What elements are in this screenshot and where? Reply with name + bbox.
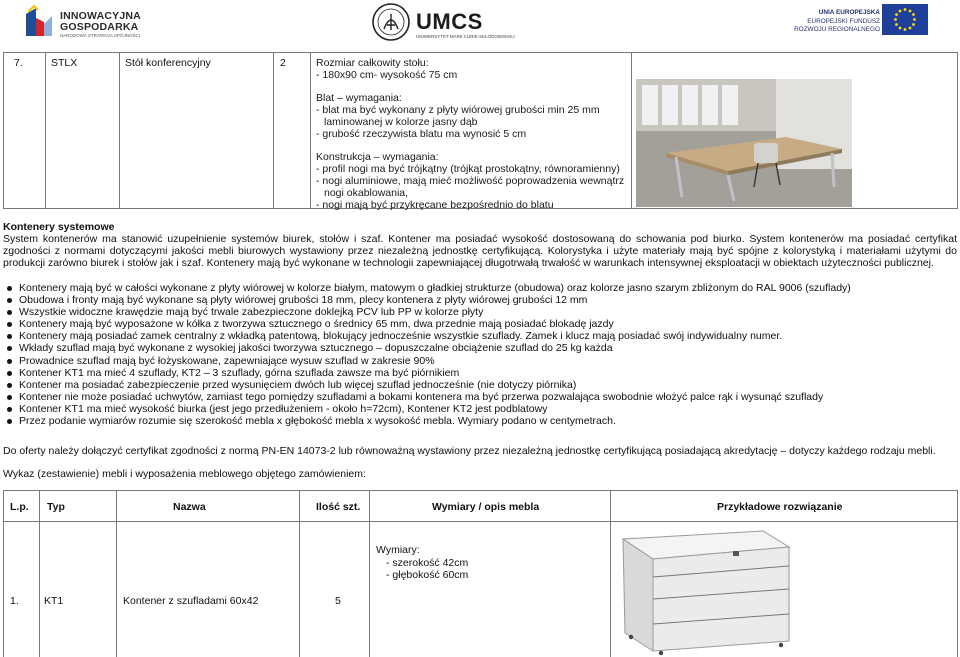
col-rozwiazanie bbox=[611, 491, 957, 657]
col-ilosc bbox=[300, 491, 370, 657]
furniture-table bbox=[3, 490, 958, 657]
eu-logo-line2: EUROPEJSKI FUNDUSZ bbox=[807, 18, 880, 25]
list-item: Kontener KT1 ma mieć 4 szuflady, KT2 – 3 szuflady, górna szuflada zawsze ma być piórnikiem bbox=[6, 367, 956, 379]
umcs-logo bbox=[372, 3, 515, 43]
table-row-item7 bbox=[3, 52, 958, 209]
list-item: Kontenery mają być wyposażone w kółka z tworzywa sztucznego o średnicy 65 mm, dwa przednie mają posiadać blokadę jazdy bbox=[6, 318, 956, 330]
header-lp: L.p. bbox=[10, 501, 29, 513]
col-lp bbox=[4, 491, 40, 657]
item-number: 7. bbox=[4, 53, 46, 208]
ig-logo-icon bbox=[22, 4, 56, 38]
intro-line-1: System kontenerów ma stanowić uzupełnienie systemów biurek, stołów i szaf. Kontener ma posiadać wysokość dostosowaną do schowania pod biurko. System kontenerów ma posiadać certyfikat bbox=[3, 233, 957, 245]
list-item: Obudowa i fronty mają być wykonane są płyty wiórowej grubości 18 mm, plecy kontenera z płyty wiórowej grubości 12 mm bbox=[6, 294, 956, 306]
list-item: Wkłady szuflad mają być wykonane z wysokiej jakości tworzywa sztucznego – dopuszczalne obciążenie szuflad do 25 kg każda bbox=[6, 342, 956, 354]
list-item: Kontener KT1 ma mieć wysokość biurka (jest jego przedłużeniem - około h=72cm), Kontener KT2 jest podblatowy bbox=[6, 403, 956, 415]
col-nazwa bbox=[117, 491, 300, 657]
intro-line-3: produkcji zarówno biurek i stołów jak i szaf. Kontenery mają być wykonane w technologii zapewniającej długotrwałą trwałość w warunkach intensywnej eksploatacji w obiektach użyteczności publicznej. bbox=[3, 257, 934, 269]
list-item: Kontenery mają być w całości wykonane z płyty wiórowej w kolorze białym, matowym o gładkiej strukturze (obudowa) oraz kolorze jasno szarym zbliżonym do RAL 9006 (szuflady) bbox=[6, 282, 956, 294]
header-wymiary: Wymiary / opis mebla bbox=[432, 501, 540, 513]
section-intro bbox=[3, 233, 957, 269]
list-item: Wszystkie widoczne krawędzie mają być trwale zabezpieczone doklejką PCV lub PP w kolorze płyty bbox=[6, 306, 956, 318]
construction-title: Konstrukcja – wymagania: bbox=[316, 151, 439, 163]
item-name: Stół konferencyjny bbox=[120, 53, 274, 208]
list-item: Prowadnice szuflad mają być łożyskowane, zapewniające wysuw szuflad w zakresie 90% bbox=[6, 355, 956, 367]
header-ilosc: Ilość szt. bbox=[316, 501, 361, 513]
top-req-1a: - blat ma być wykonany z płyty wiórowej grubości min 25 mm bbox=[316, 104, 600, 116]
list-item: Przez podanie wymiarów rozumie się szerokość mebla x głębokość mebla x wysokość mebla. Wymiary podano w centymetrach. bbox=[6, 415, 956, 427]
certificate-note: Do oferty należy dołączyć certyfikat zgodności z normą PN-EN 14073-2 lub równoważną wystawiony przez niezależną jednostkę certyfikującą posiadającą akredytację – dotyczy każdego rodzaju mebli. bbox=[3, 445, 936, 457]
construction-req-2b: nogi okablowania, bbox=[324, 187, 409, 199]
construction-req-3: - nogi mają być przykręcane bezpośrednio do blatu bbox=[316, 199, 554, 211]
header-nazwa: Nazwa bbox=[173, 501, 206, 513]
conference-table-photo bbox=[632, 53, 957, 208]
size-title: Rozmiar całkowity stołu: bbox=[316, 57, 429, 69]
list-item: Kontener ma posiadać zabezpieczenie przed wysunięciem dwóch lub więcej szuflad jednocześnie (nie dotyczy piórnika) bbox=[6, 379, 956, 391]
list-heading: Wykaz (zestawienie) mebli i wyposażenia meblowego objętego zamówieniem: bbox=[3, 468, 366, 480]
conference-table-image bbox=[636, 79, 852, 207]
top-req-2: - grubość rzeczywista blatu ma wynosić 5 cm bbox=[316, 128, 527, 140]
umcs-logo-sub: UNIWERSYTET MARII CURIE-SKŁODOWSKIEJ bbox=[416, 34, 515, 39]
dims-width: - szerokość 42cm bbox=[386, 556, 469, 569]
cell-lp: 1. bbox=[10, 595, 19, 607]
ig-logo-line3: NARODOWA STRATEGIA SPÓJNOŚCI bbox=[60, 33, 141, 38]
dims-depth: - głębokość 60cm bbox=[386, 569, 469, 581]
umcs-logo-name: UMCS bbox=[416, 9, 483, 34]
item-description bbox=[311, 53, 632, 211]
intro-line-2: zgodności z normami dotyczącymi jakości mebli biurowych wystawiony przez niezależną jednostkę certyfikującą. Kolorystyka i użyte materiały mają być spójne z kolorystyką i materiałami użytymi do bbox=[3, 245, 957, 257]
cell-nazwa: Kontener z szufladami 60x42 bbox=[123, 595, 259, 607]
page-header bbox=[0, 0, 960, 46]
size-value: - 180x90 cm- wysokość 75 cm bbox=[316, 69, 458, 81]
eu-logo-line1: UNIA EUROPEJSKA bbox=[818, 9, 880, 16]
item-type: STLX bbox=[46, 53, 120, 208]
construction-req-2a: - nogi aluminiowe, mają mieć możliwość poprowadzenia wewnątrz bbox=[316, 175, 625, 187]
item-quantity: 2 bbox=[274, 53, 311, 208]
col-typ bbox=[40, 491, 117, 657]
eu-flag-icon bbox=[882, 4, 928, 35]
top-title: Blat – wymagania: bbox=[316, 92, 402, 104]
ig-logo-line1: INNOWACYJNA bbox=[60, 10, 141, 22]
list-item: Kontenery mają posiadać zamek centralny z wkładką patentową, blokujący jednocześnie wszystkie szuflady. Zamek i klucz mają posiadać swój indywidualny numer. bbox=[6, 330, 956, 342]
header-rozwiazanie: Przykładowe rozwiązanie bbox=[717, 501, 843, 513]
cell-ilosc: 5 bbox=[335, 595, 341, 607]
eu-logo-line3: ROZWOJU REGIONALNEGO bbox=[794, 26, 880, 33]
top-req-1b: laminowanej w kolorze jasny dąb bbox=[324, 116, 478, 128]
innowacyjna-gospodarka-logo bbox=[22, 4, 147, 40]
requirements-list bbox=[6, 282, 956, 427]
construction-req-1: - profil nogi ma być trójkątny (trójkąt prostokątny, równoramienny) bbox=[316, 163, 620, 175]
dims-title: Wymiary: bbox=[376, 544, 420, 556]
header-typ: Typ bbox=[47, 501, 65, 513]
eu-logo bbox=[786, 4, 930, 38]
dimensions-cell bbox=[376, 544, 468, 582]
drawer-container-image bbox=[613, 529, 793, 655]
cell-typ: KT1 bbox=[44, 595, 64, 607]
section-title: Kontenery systemowe bbox=[3, 221, 115, 233]
umcs-seal-icon bbox=[372, 3, 410, 41]
list-item: Kontener nie może posiadać uchwytów, zamiast tego pomiędzy szufladami a bokami kontenera ma być przerwa pozwalająca swobodnie włożyć palce rąk i wysunąć szuflady bbox=[6, 391, 956, 403]
ig-logo-line2: GOSPODARKA bbox=[60, 21, 139, 33]
